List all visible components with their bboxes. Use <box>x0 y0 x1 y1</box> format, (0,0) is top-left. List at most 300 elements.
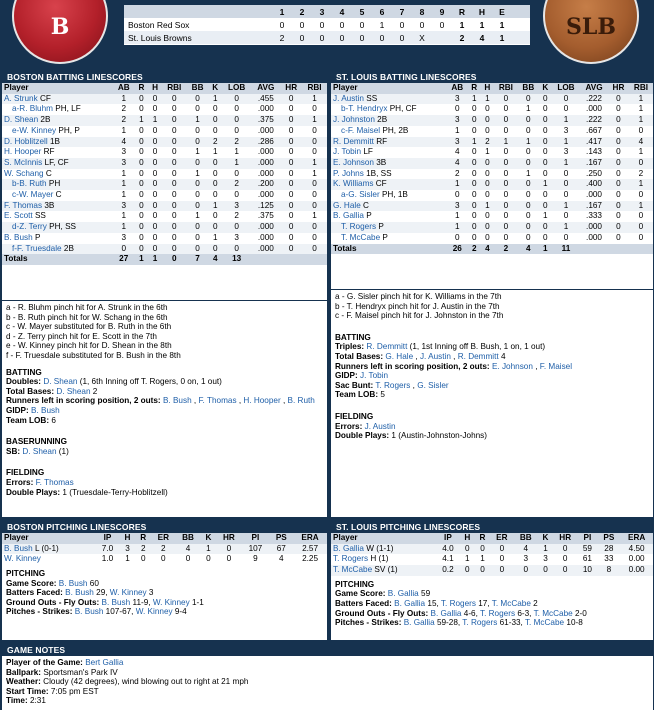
stat-cell: 1 <box>552 115 580 126</box>
stat-cell: 0 <box>113 244 135 255</box>
stat-cell: 0 <box>553 565 577 576</box>
player-link[interactable]: B. Bush <box>101 597 131 607</box>
stat-cell: 0 <box>234 190 239 200</box>
stat-cell: 0 <box>208 115 222 126</box>
table-row <box>2 104 327 115</box>
stat-cell: 0 <box>208 158 222 169</box>
player-link[interactable]: F. Maisel <box>539 361 573 371</box>
player-link[interactable]: S. McInnis <box>4 157 43 167</box>
stat-cell: 0 <box>222 244 251 255</box>
total-cell: 13 <box>222 254 251 265</box>
stat-cell: 0 <box>187 158 209 169</box>
player-link[interactable]: A. Strunk <box>4 93 38 103</box>
player-link[interactable]: B. Gallia <box>430 608 462 618</box>
boston-gidp: GIDP: B. Bush <box>6 405 60 415</box>
stat-cell: .000 <box>257 190 274 200</box>
total-cell: 2 <box>494 244 518 255</box>
stat-cell: 0 <box>471 168 477 178</box>
player-link[interactable]: R. Demmitt <box>457 351 499 361</box>
column-header: ERA <box>293 533 327 544</box>
player-link[interactable]: c-F. Maisel <box>341 125 381 135</box>
player-cell: J. Austin SS <box>331 94 447 105</box>
stat-cell: 0 <box>454 104 460 114</box>
stlouis-pitching-title: ST. LOUIS PITCHING LINESCORES <box>331 521 653 533</box>
player-link[interactable]: a-G. Sisler <box>341 190 380 200</box>
stat-cell: .000 <box>257 104 274 114</box>
stat-cell: 2.57 <box>293 544 327 555</box>
inning-header: 2 <box>299 6 305 17</box>
stat-cell: 0 <box>208 222 222 233</box>
column-header: RBI <box>302 83 327 94</box>
player-cell: a-R. Bluhm PH, LF <box>12 104 81 114</box>
stat-cell: 1 <box>526 168 531 178</box>
stat-cell: .000 <box>251 222 280 233</box>
player-link[interactable]: D. Shean <box>22 446 57 456</box>
stat-cell: 0 <box>135 201 149 212</box>
inning-header: 6 <box>379 6 385 17</box>
stat-cell: 0 <box>288 232 294 242</box>
table-row <box>2 211 327 222</box>
stat-cell: 0 <box>518 115 539 126</box>
inning-header: 5 <box>359 6 365 17</box>
player-link[interactable]: b-B. Ruth <box>12 179 47 189</box>
footnote-line: c - F. Maisel pinch hit for J. Johnston in the 7th <box>335 311 504 321</box>
stat-cell: 0 <box>471 125 477 135</box>
inning-runs: 0 <box>319 32 325 43</box>
player-cell: F. Thomas 3B <box>2 201 113 212</box>
player-link[interactable]: B. Gallia <box>333 211 364 221</box>
boston-pitching-table <box>2 533 327 565</box>
stat-cell: 0 <box>148 179 162 190</box>
player-cell: T. Rogers P <box>331 222 447 233</box>
stat-cell: 1 <box>148 115 162 126</box>
player-link[interactable]: W. Kinney <box>4 554 41 564</box>
player-link[interactable]: Bert Gallia <box>85 658 124 667</box>
stlouis-go-fo: Ground Outs - Fly Outs: B. Gallia 4-6, T. Rogers 6-3, T. McCabe 2-0 <box>335 608 587 618</box>
stat-cell: 0.2 <box>436 565 460 576</box>
stat-cell: 0 <box>616 211 621 221</box>
stat-cell: 1 <box>481 94 494 105</box>
player-cell <box>2 554 95 565</box>
team-name: Boston Red Sox <box>128 19 190 30</box>
stat-cell: 0 <box>503 147 509 157</box>
stlouis-pitching-panel <box>331 521 653 640</box>
boston-batting-panel <box>2 71 327 300</box>
stat-cell: 0 <box>543 104 548 114</box>
stat-cell: 0 <box>152 147 158 157</box>
player-link[interactable]: H. Hooper <box>243 396 281 406</box>
stat-cell: 0 <box>460 565 475 576</box>
player-link[interactable]: T. McCabe <box>533 608 573 618</box>
stat-cell: 0 <box>152 190 158 200</box>
stat-cell: 0 <box>494 222 518 233</box>
stat-cell: 1 <box>195 211 200 221</box>
stat-cell: 0 <box>312 147 317 157</box>
stlouis-pitches-strikes: Pitches - Strikes: B. Gallia 59-28, T. Rogers 61-33, T. McCabe 10-8 <box>335 618 583 628</box>
player-link[interactable]: c-W. Mayer <box>12 190 54 200</box>
stat-cell: 0 <box>152 104 158 114</box>
player-link[interactable]: G. Hale <box>333 200 361 210</box>
stat-cell: 0 <box>454 232 460 242</box>
stat-cell: 0 <box>518 201 539 212</box>
player-link[interactable]: W. Schang <box>4 168 44 178</box>
stat-cell: 0 <box>280 158 302 169</box>
player-link[interactable]: R. Demmitt <box>333 136 374 146</box>
stat-cell: 1 <box>629 94 653 105</box>
table-row <box>2 158 327 169</box>
table-row <box>331 94 653 105</box>
player-link[interactable]: J. Johnston <box>333 115 375 125</box>
stat-cell: 0 <box>212 211 218 221</box>
stat-cell: 1 <box>121 190 126 200</box>
player-link[interactable]: H. Hooper <box>4 147 42 157</box>
red-sox-logo-mark: B <box>50 14 70 41</box>
player-link[interactable]: E. Johnson <box>333 157 374 167</box>
stat-cell: 1 <box>552 137 580 148</box>
stat-cell: 3 <box>543 554 548 564</box>
player-link[interactable]: T. Rogers <box>480 608 516 618</box>
player-cell: S. McInnis LF, CF <box>2 158 113 169</box>
stat-cell: 1 <box>447 179 468 190</box>
column-header: AB <box>113 83 135 94</box>
player-link[interactable]: D. Hoblitzell <box>4 136 48 146</box>
stat-cell: 7.0 <box>95 544 119 555</box>
stlouis-fielding-heading: FIELDING <box>335 411 374 421</box>
player-link[interactable]: f-F. Truesdale <box>12 243 62 253</box>
player-link[interactable]: F. Thomas <box>4 200 43 210</box>
stat-cell: 0 <box>152 232 158 242</box>
total-cell: 27 <box>113 254 135 265</box>
stat-cell: 0 <box>638 232 644 242</box>
stlouis-batting-panel <box>331 71 653 289</box>
column-header: H <box>120 533 136 544</box>
stat-cell: 0 <box>471 190 477 200</box>
stat-cell: 0 <box>288 104 294 114</box>
stat-cell: 4 <box>454 147 460 157</box>
table-header-row <box>331 533 653 544</box>
stat-cell: 0 <box>539 115 552 126</box>
inning-runs: 0 <box>419 19 425 30</box>
stat-cell: 0 <box>135 94 149 105</box>
boston-team-lob: Team LOB: 6 <box>6 415 56 425</box>
stat-cell: 1 <box>454 211 460 221</box>
stlouis-pitching-table <box>331 533 653 576</box>
player-link[interactable]: J. Tobin <box>360 371 389 381</box>
stat-cell: 0 <box>280 137 302 148</box>
stat-cell: 2 <box>234 211 239 221</box>
stat-cell: 0 <box>481 222 494 233</box>
stat-cell: 0 <box>454 190 460 200</box>
stat-cell: 0 <box>629 222 653 233</box>
stat-cell: 0 <box>514 565 538 576</box>
stat-cell: 0 <box>208 179 222 190</box>
stat-cell: 0 <box>148 244 162 255</box>
boston-go-fo: Ground Outs - Fly Outs: B. Bush 11-9, W. Kinney 1-1 <box>6 597 204 607</box>
table-row <box>331 137 653 148</box>
player-cell: K. Williams CF <box>331 179 447 190</box>
inning-runs: 0 <box>339 32 345 43</box>
stat-cell: 3 <box>121 232 126 242</box>
stat-cell: 0 <box>543 125 548 135</box>
stat-cell: 107 <box>241 544 269 555</box>
player-cell: E. Johnson 3B <box>331 158 447 169</box>
player-link[interactable]: B. Bush <box>58 578 88 588</box>
rhe-header: H <box>478 6 486 17</box>
player-link[interactable]: T. Rogers <box>375 380 411 390</box>
stat-cell: 0 <box>563 190 569 200</box>
player-of-game: Player of the Game: Bert Gallia <box>6 658 124 667</box>
stat-cell: 1 <box>195 168 200 178</box>
player-link[interactable]: D. Shean <box>56 386 91 396</box>
player-link[interactable]: D. Shean <box>4 115 39 125</box>
player-link[interactable]: G. Sisler <box>417 380 449 390</box>
stat-cell: 4.0 <box>436 544 460 555</box>
player-link[interactable]: B. Bush <box>31 405 60 415</box>
weather: Weather: Cloudy (42 degrees), wind blowing out to right at 21 mph <box>6 677 249 687</box>
boston-game-score: Game Score: B. Bush 60 <box>6 578 99 588</box>
player-link[interactable]: T. McCabe <box>524 618 565 628</box>
stat-cell: 0 <box>187 137 209 148</box>
stat-cell: 4 <box>113 137 135 148</box>
footnote-line: a - G. Sisler pinch hit for K. Williams in the 7th <box>335 292 502 301</box>
team-errors: 1 <box>499 19 505 30</box>
stat-cell: 0 <box>539 137 552 148</box>
player-link[interactable]: B. Gallia <box>394 599 426 608</box>
player-link[interactable]: B. Bush <box>65 588 94 598</box>
footnote-line: d - Z. Terry pinch hit for E. Scott in the 7th <box>6 331 157 341</box>
stat-cell: 0 <box>539 94 552 105</box>
player-link[interactable]: G. Hale <box>385 351 414 361</box>
stat-cell: 3 <box>113 158 135 169</box>
stat-cell: .417 <box>580 137 608 148</box>
boston-pitching-panel <box>2 521 327 640</box>
player-link[interactable]: T. McCabe <box>341 232 381 242</box>
column-header: H <box>148 83 162 94</box>
table-row <box>331 115 653 126</box>
stat-cell: 0 <box>608 222 629 233</box>
stat-cell: 0 <box>471 211 477 221</box>
stat-cell: .200 <box>251 179 280 190</box>
stat-cell: 3 <box>222 201 251 212</box>
player-link[interactable]: T. McCabe <box>333 565 373 575</box>
stat-cell: 61 <box>582 554 592 564</box>
player-link[interactable]: J. Austin <box>364 421 396 431</box>
stat-cell: 0 <box>312 104 317 114</box>
column-header: AB <box>447 83 468 94</box>
stat-cell: 3 <box>121 147 126 157</box>
player-link[interactable]: e-W. Kinney <box>12 125 57 135</box>
stat-cell: 0 <box>288 190 294 200</box>
table-row <box>2 94 327 105</box>
stat-cell: 10 <box>577 565 597 576</box>
column-header: BB <box>518 83 539 94</box>
column-header: HR <box>216 533 241 544</box>
stat-cell: 3 <box>113 201 135 212</box>
table-row <box>2 222 327 233</box>
player-link[interactable]: B. Bush <box>4 232 33 242</box>
column-header: R <box>468 83 481 94</box>
rhe-header: E <box>499 6 505 17</box>
stat-cell: 0 <box>503 168 509 178</box>
stat-cell: 0 <box>468 115 481 126</box>
player-link[interactable]: J. Austin <box>333 93 364 103</box>
player-link[interactable]: B. Bush <box>4 543 33 553</box>
stat-cell: 0 <box>171 168 177 178</box>
column-header: Player <box>331 83 447 94</box>
stat-cell: 1 <box>629 201 653 212</box>
footnote-line: e - W. Kinney pinch hit for D. Shean in the 8th <box>6 341 172 351</box>
stat-cell: 0 <box>563 211 569 221</box>
total-cell <box>251 254 280 265</box>
inning-runs: 0 <box>399 19 405 30</box>
footnote-line: b - B. Ruth pinch hit for W. Schang in the 6th <box>6 312 168 322</box>
stat-cell: 0 <box>543 147 548 157</box>
player-link[interactable]: K. Williams <box>333 179 374 189</box>
stat-cell: 1 <box>201 544 217 555</box>
player-link[interactable]: E. Johnson <box>491 361 533 371</box>
column-header: PI <box>577 533 597 544</box>
stat-cell: 0 <box>526 147 531 157</box>
column-header: H <box>481 83 494 94</box>
player-link[interactable]: E. Scott <box>4 211 33 221</box>
player-link[interactable]: B. Bush <box>74 607 104 617</box>
total-cell: 4 <box>518 244 539 255</box>
stat-cell: 1 <box>135 115 149 126</box>
inning-header: 9 <box>439 6 445 17</box>
boston-batting-table <box>2 83 327 265</box>
column-header: ER <box>151 533 175 544</box>
total-cell <box>280 254 302 265</box>
player-cell: B. Bush L (0-1) <box>2 544 95 555</box>
stat-cell: 0 <box>494 158 518 169</box>
player-link[interactable]: T. McCabe <box>491 599 531 608</box>
stat-cell: 0 <box>171 104 177 114</box>
column-header: R <box>135 83 149 94</box>
footnote-line: a - R. Bluhm pinch hit for A. Strunk in the 6th <box>6 303 168 312</box>
stlouis-total-bases: Total Bases: G. Hale , J. Austin , R. Demmitt 4 <box>335 351 506 361</box>
boston-footnotes <box>6 303 323 361</box>
player-link[interactable]: T. Rogers <box>341 222 377 232</box>
stat-cell: 2.25 <box>302 554 319 564</box>
stat-cell: 1 <box>468 137 481 148</box>
linescore-row-boston <box>124 18 530 31</box>
player-link[interactable]: D. Shean <box>43 377 78 387</box>
stat-cell: 1 <box>629 179 653 190</box>
stat-cell: 0 <box>629 158 653 169</box>
stat-cell: 0 <box>468 179 481 190</box>
team-runs: 1 <box>459 19 465 30</box>
stat-cell: 0 <box>539 201 552 212</box>
stat-cell: 1 <box>212 147 218 157</box>
table-row <box>331 544 653 555</box>
player-cell: H. Hooper RF <box>4 147 55 157</box>
table-row <box>2 544 327 555</box>
stat-cell: 0 <box>135 158 149 169</box>
stat-cell: 3 <box>234 232 239 242</box>
stat-cell: 1 <box>454 125 460 135</box>
player-link[interactable]: J. Tobin <box>333 147 362 157</box>
player-link[interactable]: F. Thomas <box>198 396 237 406</box>
table-row <box>2 179 327 190</box>
stat-cell: 0 <box>302 201 327 212</box>
player-link[interactable]: B. Gallia <box>387 589 419 599</box>
column-header: K <box>208 83 222 94</box>
column-header: HR <box>280 83 302 94</box>
player-cell: b-B. Ruth PH <box>2 179 113 190</box>
boston-sb: SB: D. Shean (1) <box>6 446 69 456</box>
stat-cell: 1 <box>638 147 644 157</box>
stat-cell: 0 <box>616 125 621 135</box>
table-row <box>2 126 327 137</box>
player-link[interactable]: B. Gallia <box>333 543 364 553</box>
stat-cell: 0 <box>503 232 509 242</box>
player-link[interactable]: B. Ruth <box>287 396 315 406</box>
player-link[interactable]: b-T. Hendryx <box>341 104 388 114</box>
player-link[interactable]: a-R. Bluhm <box>12 104 53 114</box>
stat-cell: 0 <box>140 554 146 564</box>
stat-cell: 0 <box>526 190 531 200</box>
stat-cell: 0 <box>471 104 477 114</box>
stat-cell: 0 <box>526 232 531 242</box>
boston-baserunning-heading: BASERUNNING <box>6 437 67 447</box>
stat-cell: .250 <box>586 168 602 178</box>
total-cell <box>580 244 608 255</box>
stat-cell: 0 <box>494 179 518 190</box>
player-link[interactable]: d-Z. Terry <box>12 222 47 232</box>
player-link[interactable]: F. Thomas <box>35 477 74 487</box>
stat-cell: 0 <box>553 544 577 555</box>
stat-cell: 0 <box>162 179 187 190</box>
stat-cell: .000 <box>257 232 274 242</box>
player-cell: B. Bush P <box>4 232 41 242</box>
inning-runs: 1 <box>379 19 385 30</box>
stat-cell: 0 <box>616 232 621 242</box>
stat-cell: 1 <box>208 201 222 212</box>
stat-cell: 3 <box>523 554 529 564</box>
player-link[interactable]: B. Gallia <box>403 618 435 628</box>
player-link[interactable]: J. Austin <box>419 351 451 361</box>
player-link[interactable]: R. Demmitt <box>366 342 408 352</box>
stat-cell: 0 <box>460 544 475 555</box>
game-notes-title: GAME NOTES <box>2 644 653 656</box>
stat-cell: 1 <box>638 104 644 114</box>
player-link[interactable]: W. Kinney <box>135 607 173 617</box>
stlouis-notes-panel <box>331 290 653 517</box>
stat-cell: 0 <box>485 104 490 114</box>
player-link[interactable]: W. Kinney <box>152 597 190 607</box>
player-link[interactable]: T. Rogers <box>462 618 498 628</box>
stat-cell: 0 <box>187 222 209 233</box>
inning-runs: 0 <box>299 32 305 43</box>
stat-cell: 0 <box>195 190 200 200</box>
boston-total-bases: Total Bases: D. Shean 2 <box>6 386 98 396</box>
table-row <box>2 137 327 148</box>
stat-cell: 0 <box>616 190 621 200</box>
stat-cell: 0 <box>280 201 302 212</box>
stat-cell: .000 <box>586 104 602 114</box>
stat-cell: 0 <box>503 190 509 200</box>
player-link[interactable]: B. Bush <box>162 396 192 406</box>
stat-cell: 4 <box>629 137 653 148</box>
player-link[interactable]: T. Rogers <box>440 599 476 608</box>
stat-cell: 0 <box>485 125 490 135</box>
player-link[interactable]: W. Kinney <box>109 588 147 598</box>
table-row <box>331 211 653 222</box>
stat-cell: 0 <box>148 137 162 148</box>
player-link[interactable]: T. Rogers <box>333 554 369 564</box>
stat-cell: 0 <box>148 94 162 105</box>
player-link[interactable]: P. Johns <box>333 168 364 178</box>
